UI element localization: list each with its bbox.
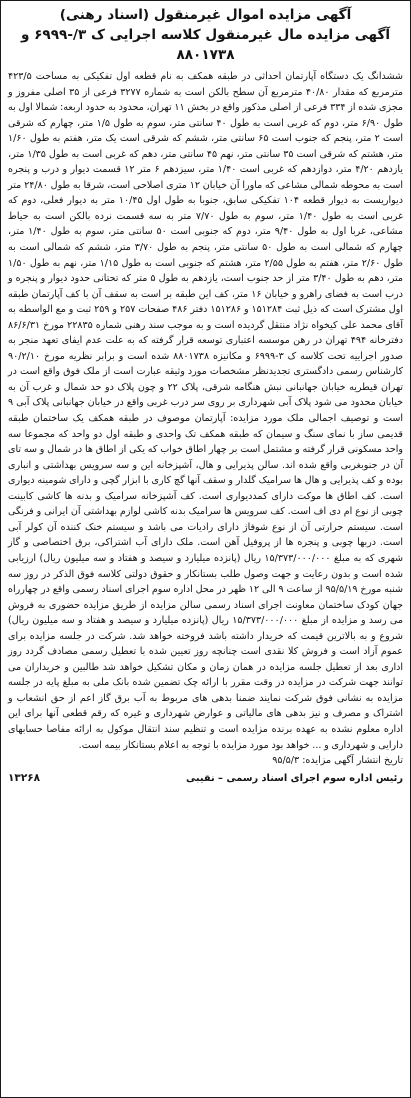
notice-title-line-2: آگهی مزایده مال غیرمنقول کلاسه اجرایی ک ۳/-۶۹۹۹ و [20, 27, 391, 43]
notice-title-line-1: آگهی مزایده اموال غیرمنقول (اسناد رهنی) [59, 7, 352, 23]
notice-footer [8, 771, 403, 786]
reference-number: ۱۳۲۶۸ [8, 771, 41, 784]
publication-date: تاریخ انتشار آگهی مزایده: ۹۵/۵/۳ [272, 755, 403, 767]
signature: رئیس اداره سوم اجرای اسناد رسمی – نقیبی [185, 772, 403, 784]
notice-title-line-3: ۸۸۰۱۷۳۸ [176, 47, 235, 63]
notice-body: ششدانگ یک دستگاه آپارتمان احداثی در طبقه همکف به نام قطعه اول تفکیکی به مساحت ۴۲۳/۵ مترمربع که مقدار ۴۰/۸۰ مترمربع آن سطح بالکن است به شماره ۳۲۷۷ فرعی از ۳۵ اصلی مفروز و مجزی شده از ۳۳۴ فرعی از اصلی مذکور واقع در بخش ۱۱ تهران، محدود به حدود اربعه: شمالا اول به طول ۶/۹۰ متر، دوم که غربی است به طول ۴۰ سانتی متر، سوم به طول ۱/۵ متر، چهارم که شرقی است ۲ متر، پنجم که جنوب است ۶۵ سانتی متر، ششم که شرقی است یک متر، هفتم به طول ۱/۶۰ متر، هشتم که شرقی است ۳۵ سانتی متر، نهم ۴۵ سانتی متر، دهم که غربی است به طول ۱/۳۵ متر، یازدهم ۴/۲۰ متر، دوازدهم که غربی است ۱/۴۰ متر، سیزدهم ۶ متر ۱۲ قسمت دیوار و درب و پنجره است به محوطه شمالی مشاعی که ماورا آن خیابان ۱۲ متری اصلاحی است، شرقا به طول ۲۴/۸۰ متر دیواریست به دیوار قطعه ۱۰۴ تفکیکی سابق، جنوبا به طول اول ۱۰/۴۵ متر به دیوار فعلی، دوم که غربی است به طول ۱/۴۰ متر، سوم به طول ۷/۷۰ متر به سه قسمت نرده بالکن است به حیاط مشاعی، غربا اول به طول ۹/۴۰ متر، دوم که جنوبی است ۵۰ سانتی متر، سوم به طول ۱/۴۰ متر، چهارم که شمالی است به طول ۵۰ سانتی متر، پنجم به طول ۳/۷۰ متر، ششم که شمالی است به طول ۲/۶۰ متر، هفتم به طول ۲/۵۵ متر، هشتم که جنوبی است به طول ۱/۱۵ متر، نهم به طول ۱/۵۰ متر، دهم به طول ۳/۴۰ متر از حد جنوب است، یازدهم به طول ۵ متر که تحتانی حدود دیوار و پنجره و درب است به فضای راهرو و خیابان ۱۶ متر، کف این طبقه بر است به سقف آن با کف آپارتمان طبقه اول مشترک است که ذیل ثبت ۱۵۱۲۸۴ و ۱۵۱۲۸۶ دفتر ۴۸۶ صفحات ۲۵۷ و ۲۵۹ ثبت و مع الواسطه به آقای محمد علی کیخواه نژاد منتقل گردیده است و به موجب سند رهنی شماره ۲۲۸۳۵ مورخ ۸۶/۶/۳۱ دفترخانه ۴۹۴ تهران در رهن موسسه اعتباری توسعه قرار گرفته که به علت عدم ایفای تعهد منجر به صدور اجراییه تحت کلاسه ک ۳-۶۹۹۹ و مکانیزه ۸۸۰۱۷۳۸ شده است و برابر نظریه مورخ ۹۰/۲/۱۰ کارشناس رسمی دادگستری تجدیدنظر مشخصات مورد وثیقه عبارت است از ملک فوق واقع است در تهران قیطریه خیابان جهانبانی نبش هنگامه شرقی، پلاک ۲۲ و چون پلاک دو حد شمال و غرب آن به خیابان محدود می شود پلاک آبی شهرداری بر روی سر درب غربی واقع در خیابان جهانبانی پلاک آبی ۹ است و توصیف اجمالی ملک مورد مزایده: آپارتمان موصوف در طبقه همکف یک ساختمان طبقه قدیمی ساز با نمای سنگ و سیمان که طبقه همکف تک واحدی و طبقه اول دو واحد که مجموعا سه واحد مسکونی قرار گرفته و مشتمل است بر چهار اطاق خواب که یکی از اطاق ها در شمال و سه تای آن در جنوبغربی واقع شده اند. سالن پذیرایی و هال، آشپزخانه این و سه سرویس بهداشتی و انباری بوده و کف پذیرایی و هال ها سرامیک گلدار و سقف آنها گچ کاری با ابزار گچی و دارای شومینه دیواری است. کف اطاق ها موکت دارای کمددیواری است. کف آشپزخانه سرامیک و بدنه ها کاشی کابینت چوبی از نوع ام دی اف است. کف سرویس ها سرامیک بدنه کاشی لوازم بهداشتی آن ایرانی و فرنگی است. سیستم حرارتی آن از نوع شوفاژ دارای رادیات می باشد و سیستم خنک کننده آن کولر آبی است. دربها چوبی و پنجره ها از پروفیل آهن است. ملک دارای آب اشتراکی، برق اختصاصی و گاز شهری که به مبلغ ۱۵/۳۷۳/۰۰۰/۰۰۰ ریال (پانزده میلیارد و سیصد و هفتاد و سه میلیون ریال) ارزیابی شده است و بدون رعایت و جهت وصول طلب بستانکار و حقوق دولتی کلاسه فوق الذکر در روز سه شنبه مورخ ۹۵/۵/۱۹ از ساعت ۹ الی ۱۲ ظهر در محل اداره سوم اجرای اسناد رسمی واقع در چهارراه جهان کودک ساختمان معاونت اجرای اسناد رسمی سالن مزایده از طریق مزایده حضوری به فروش می رسد و مزایده از مبلغ ۱۵/۳۷۳/۰۰۰/۰۰۰ ریال (پانزده میلیارد و سیصد و هفتاد و سه میلیون ریال) شروع و به بالاترین قیمت که خریدار داشته باشد فروخته خواهد شد. شرکت در جلسه مزایده برای عموم آزاد است و فروش کلا نقدی است چنانچه روز تعیین شده با تعطیل رسمی مصادف گردد روز اداری بعد از تعطیل جلسه مزایده در همان زمان و مکان تشکیل خواهد شد طالبین و خریداران می توانند جهت شرکت در مزایده در وقت مقرر با ارائه چک تضمین شده بانک ملی به مبلغ پایه در جلسه مزایده به نشانی فوق شرکت نمایند ضمنا بدهی های مربوط به آب برق گاز اعم از حق انشعاب و اشتراک و مصرف و نیز بدهی های مالیاتی و عوارض شهرداری و غیره که رقم قطعی آنها برای این اداره معلوم نشده به عهده برنده مزایده است و تنظیم سند انتقال موکول به ارائه مفاصا حسابهای دارایی و شهرداری و ... خواهد بود مورد مزایده با توجه به اعلام بستانکار بیمه است. [8, 71, 404, 751]
